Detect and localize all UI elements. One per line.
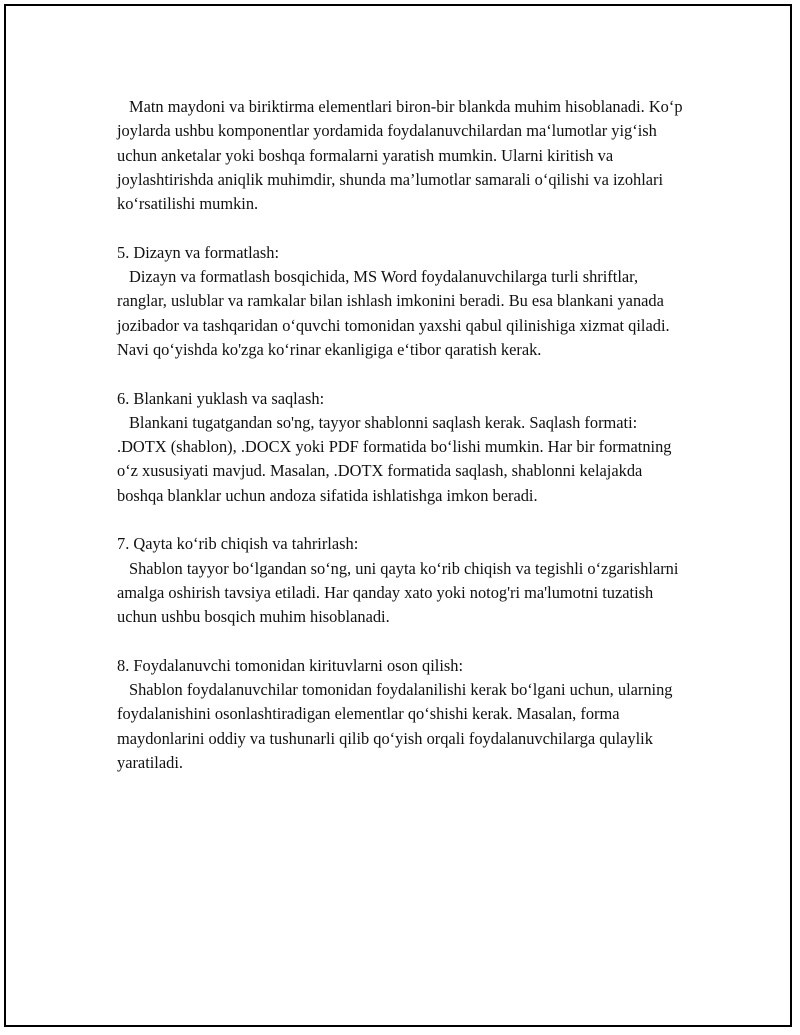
section-heading-8: 8. Foydalanuvchi tomonidan kirituvlarni oson qilish: <box>117 655 463 675</box>
section-body-5 <box>117 265 687 362</box>
section-body-6-text: Blankani tugatgandan so'ng, tayyor shablonni saqlash kerak. Saqlash formati: .DOTX (shablon), .DOCX yoki PDF formatida bo‘lishi mumkin. Har bir formatning o‘z xususiyati mavjud. Masalan, .DOTX formatida saqlash, shablonni kelajakda boshqa blanklar uchun andoza sifatida ishlatishga imkon beradi. <box>117 412 672 505</box>
section-heading-5: 5. Dizayn va formatlash: <box>117 242 280 262</box>
section-body-7 <box>117 557 687 630</box>
intro-text: Matn maydoni va biriktirma elementlari biron-bir blankda muhim hisoblanadi. Ko‘p joylarda ushbu komponentlar yordamida foydalanuvchilardan ma‘lumotlar yig‘ish uchun anketalar yoki boshqa formalarni yaratish mumkin. Ularni kiritish va joylashtirishda aniqlik muhimdir, shunda ma’lumotlar samarali o‘qilishi va izohlari ko‘rsatilishi mumkin. <box>117 97 683 214</box>
document-body <box>117 95 687 775</box>
section-body-7-text: Shablon tayyor bo‘lgandan so‘ng, uni qayta ko‘rib chiqish va tegishli o‘zgarishlarni amalga oshirish tavsiya etiladi. Har qanday xato yoki notog'ri ma'lumotni tuzatish uchun ushbu bosqich muhim hisoblanadi. <box>117 558 679 627</box>
section-heading-7: 7. Qayta ko‘rib chiqish va tahrirlash: <box>117 534 359 554</box>
section-body-8 <box>117 678 687 775</box>
section-body-8-text: Shablon foydalanuvchilar tomonidan foydalanilishi kerak bo‘lgani uchun, ularning foydalanishini osonlashtiradigan elementlar qo‘shishi kerak. Masalan, forma maydonlarini oddiy va tushunarli qilib qo‘yish orqali foydalanuvchilarga qulaylik yaratiladi. <box>117 680 673 773</box>
section-body-6 <box>117 411 687 508</box>
section-heading-6: 6. Blankani yuklash va saqlash: <box>117 388 325 408</box>
intro-paragraph <box>117 95 687 216</box>
section-body-5-text: Dizayn va formatlash bosqichida, MS Word foydalanuvchilarga turli shriftlar, ranglar, uslublar va ramkalar bilan ishlash imkonini beradi. Bu esa blankani yanada jozibador va tashqaridan o‘quvchi tomonidan yaxshi qabul qilinishiga xizmat qiladi. Navi qo‘yishda ko'zga ko‘rinar ekanligiga e‘tibor qaratish kerak. <box>117 267 670 359</box>
